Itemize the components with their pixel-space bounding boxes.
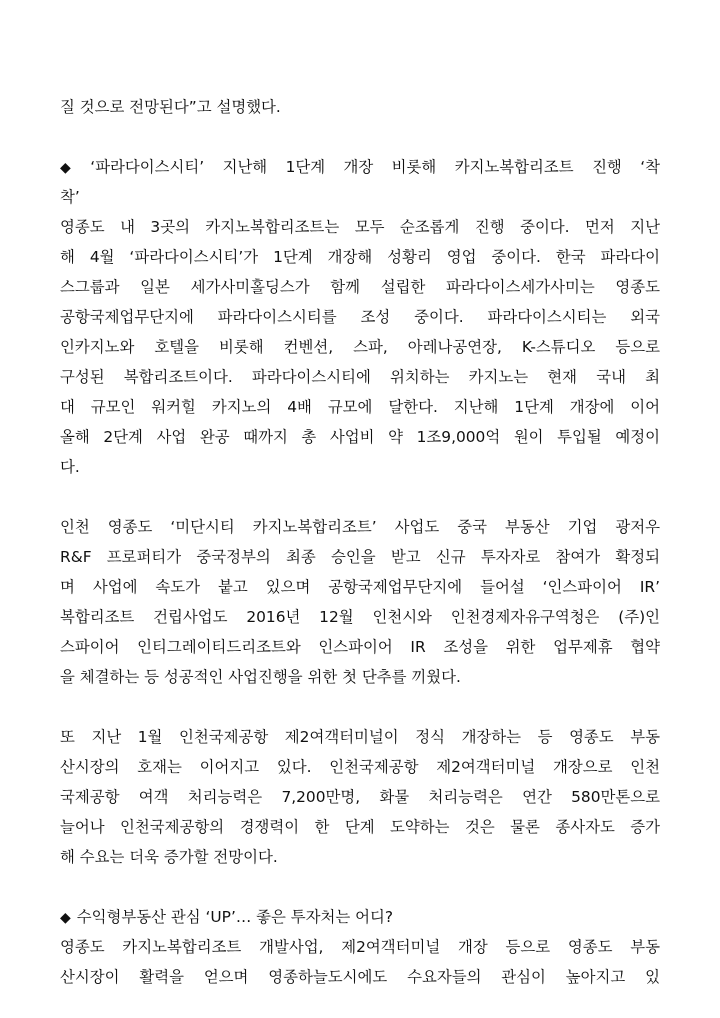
paragraph-line: 스파이어 인티그레이티드리조트와 인스파이어 IR 조성을 위한 업무제휴 협약 [60,638,660,656]
paragraph-line: 해 수요는 더욱 증가할 전망이다. [60,848,278,866]
paragraph-line: 산시장의 호재는 이어지고 있다. 인천국제공항 제2여객터미널 개장으로 인천 [60,758,660,776]
paragraph-line: 며 사업에 속도가 붙고 있으며 공항국제업무단지에 들어설 ‘인스파이어 IR’ [60,578,660,596]
paragraph-line: 또 지난 1월 인천국제공항 제2여객터미널이 정식 개장하는 등 영종도 부동 [60,728,660,746]
paragraph-line: 늘어나 인천국제공항의 경쟁력이 한 단계 도약하는 것은 물론 종사자도 증가 [60,818,660,836]
paragraph-line: 구성된 복합리조트이다. 파라다이스시티에 위치하는 카지노는 현재 국내 최 [60,368,660,386]
paragraph-line: 인카지노와 호텔을 비롯해 컨벤션, 스파, 아레나공연장, K-스튜디오 등으로 [60,338,660,356]
paragraph-line: 대 규모인 워커힐 카지노의 4배 규모에 달한다. 지난해 1단계 개장에 이어 [60,398,660,416]
section1-heading-line-2: 착’ [60,188,80,206]
paragraph-line: 스그룹과 일본 세가사미홀딩스가 함께 설립한 파라다이스세가사미는 영종도 [60,278,660,296]
paragraph-line: 영종도 내 3곳의 카지노복합리조트는 모두 순조롭게 진행 중이다. 먼저 지난 [60,218,660,236]
paragraph-line: 다. [60,458,80,476]
article-body [60,92,660,992]
paragraph-line: 국제공항 여객 처리능력은 7,200만명, 화물 처리능력은 연간 580만톤으로 [60,788,660,806]
paragraph-line: 산시장이 활력을 얻으며 영종하늘도시에도 수요자들의 관심이 높아지고 있 [60,968,660,986]
paragraph-line: 공항국제업무단지에 파라다이스시티를 조성 중이다. 파라다이스시티는 외국 [60,308,660,326]
paragraph-line: 을 체결하는 등 성공적인 사업진행을 위한 첫 단추를 끼웠다. [60,668,461,686]
diamond-bullet-icon: ◆ [60,910,71,926]
paragraph-line: 영종도 카지노복합리조트 개발사업, 제2여객터미널 개장 등으로 영종도 부동 [60,938,660,956]
section2-heading: ◆ 수익형부동산 관심 ‘UP’… 좋은 투자처는 어디? [60,908,394,926]
paragraph-line: 해 4월 ‘파라다이스시티’가 1단계 개장해 성황리 영업 중이다. 한국 파라다이 [60,248,660,266]
diamond-bullet-icon: ◆ [60,160,85,176]
paragraph-line: R&F 프로퍼티가 중국정부의 최종 승인을 받고 신규 투자자로 참여가 확정되 [60,548,660,566]
paragraph-line: 올해 2단계 사업 완공 때까지 총 사업비 약 1조9,000억 원이 투입될 예정이 [60,428,660,446]
intro-line: 질 것으로 전망된다”고 설명했다. [60,98,281,116]
paragraph-line: 복합리조트 건립사업도 2016년 12월 인천시와 인천경제자유구역청은 (주)인 [60,608,660,626]
paragraph-line: 인천 영종도 ‘미단시티 카지노복합리조트’ 사업도 중국 부동산 기업 광저우 [60,518,660,536]
section1-heading-line-1: ◆ ‘파라다이스시티’ 지난해 1단계 개장 비롯해 카지노복합리조트 진행 ‘착 [60,158,660,176]
